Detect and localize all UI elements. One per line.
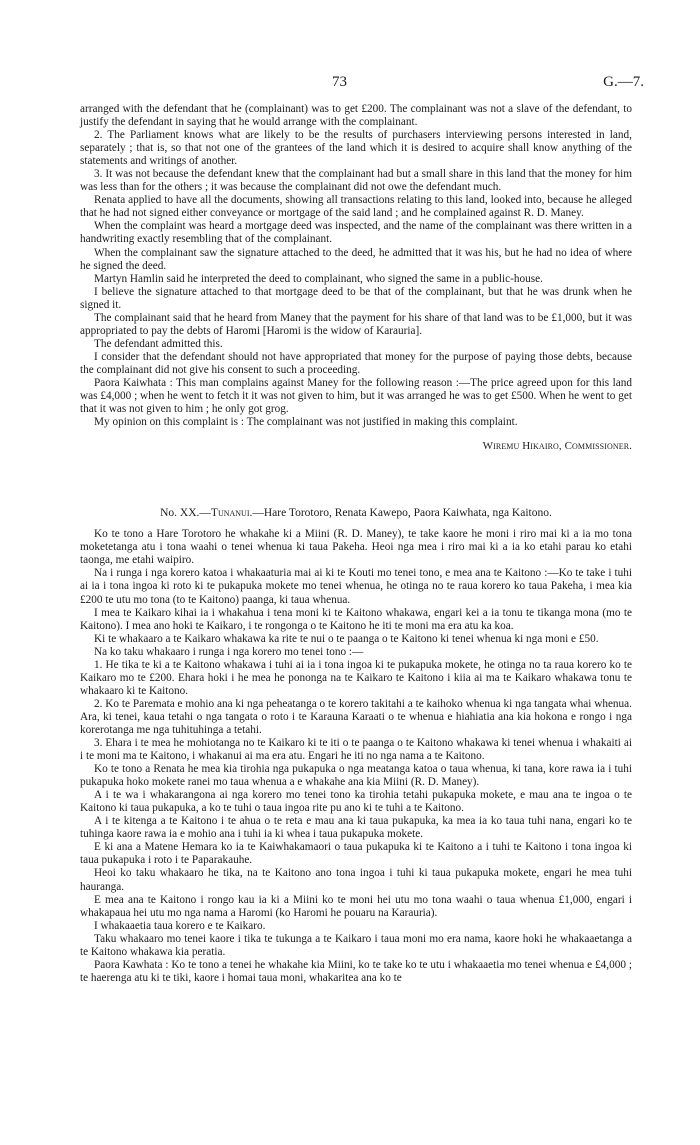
english-paragraph: The complainant said that he heard from Maney that the payment for his share of that land was to be £1,000, but it was appropriated to pay the debts of Haromi [Haromi is the widow of Karauria]. bbox=[80, 311, 632, 337]
commissioner-signature: Wiremu Hikairo, Commissioner. bbox=[482, 440, 632, 453]
maori-paragraph: 2. Ko te Paremata e mohio ana ki nga peheatanga o te korero takitahi a te kaihoko whenua ki nga tangata whai whenua. Ara, ki tenei, kaua tetahi o nga tangata o roto i te Karauna Karaati o te whenua e hiahiatia ana kia hokona e rongo i nga korerotanga me nga tuhituhinga a tetahi. bbox=[80, 697, 632, 736]
maori-paragraph: Taku whakaaro mo tenei kaore i tika te tukunga a te Kaikaro i taua moni mo era nama, kaore hoki he whakaaetanga a te Kaitono whakawa kia peratia. bbox=[80, 932, 632, 958]
english-paragraph: I consider that the defendant should not have appropriated that money for the purpose of paying those debts, because the complainant did not give his consent to such a proceeding. bbox=[80, 350, 632, 376]
maori-paragraph: 3. Ehara i te mea he mohiotanga no te Kaikaro ki te iti o te paanga o te Kaitono whakawa ki tenei whenua i whakaiti ai i te moni ma te Kaitono, i whakanui ai ma era atu. Engari he iti no nga nama a te Kaitono. bbox=[80, 737, 632, 763]
english-paragraph: Martyn Hamlin said he interpreted the deed to complainant, who signed the same in a public-house. bbox=[94, 272, 543, 285]
english-paragraph: The defendant admitted this. bbox=[94, 337, 223, 350]
english-paragraph: My opinion on this complaint is : The complainant was not justified in making this complaint. bbox=[94, 416, 518, 429]
case-number: No. XX.— bbox=[160, 507, 211, 520]
english-paragraph: Renata applied to have all the documents, showing all transactions relating to this land, looked into, because he alleged that he had not signed either conveyance or mortgage of the said land ; and he complained against R. D. Maney. bbox=[80, 194, 632, 220]
maori-paragraph: Na i runga i nga korero katoa i whakaaturia mai ai ki te Kouti mo tenei tono, e mea ana te Kaitono :—Ko te take i tuhi ai ia i tona ingoa ki roto ki te pukapuka mokete mo tenei whenua, he otinga no te raua korero ko taua Pakeha, i mea kia £200 te utu mo tona (to te Kaitono) paanga, ki taua whenua. bbox=[80, 567, 632, 606]
maori-paragraph: A i te kitenga a te Kaitono i te ahua o te reta e mau ana ki taua pukapuka, ka mea ia ko taua tuhi nana, engari ko te tuhinga kaore rawa ia e mohio ana i tuhi ia ki whea i taua pukapuka mokete. bbox=[80, 815, 632, 841]
maori-paragraph: Na ko taku whakaaro i runga i nga korero mo tenei tono :— bbox=[94, 645, 364, 658]
english-paragraph: 2. The Parliament knows what are likely to be the results of purchasers interviewing persons interested in land, separately ; that is, so that not one of the grantees of the land which it is desired to acquire shall know anything of the statements and writings of another. bbox=[80, 129, 632, 168]
english-paragraph: 3. It was not because the defendant knew that the complainant had but a small share in this land that the money for him was less than for the others ; it was because the complainant did not owe the defendant much. bbox=[80, 168, 632, 194]
case-heading bbox=[80, 507, 632, 520]
maori-paragraph: E mea ana te Kaitono i rongo kau ia ki a Miini ko te moni hei utu mo tona waahi o taua whenua £1,000, engari i whakapaua hei utu mo nga nama a Haromi (ko Haromi he pouaru na Karauria). bbox=[80, 893, 632, 919]
english-paragraph: arranged with the defendant that he (complainant) was to get £200. The complainant was not a slave of the defendant, to justify the defendant in saying that he would arrange with the complainant. bbox=[80, 103, 632, 129]
english-paragraph: Paora Kaiwhata : This man complains against Maney for the following reason :—The price agreed upon for this land was £4,000 ; when he went to fetch it it was not given to him, but it was arranged he was to get £500. When he went to get that it was not given to him ; he only got grog. bbox=[80, 376, 632, 416]
maori-paragraph: A i te wa i whakarangona ai nga korero mo tenei tono ka tirohia tetahi pukapuka mokete, e mau ana te ingoa o te Kaitono ki taua pukapuka, a ko te tuhi o taua ingoa rite pu ano ki te tuhi a te Kaitono. bbox=[80, 789, 632, 815]
maori-paragraph: I mea te Kaikaro kihai ia i whakahua i tena moni ki te Kaitono whakawa, engari kei a ia tonu te tikanga mona (mo te Kaitono). I mea ano hoki te Kaikaro, i te rongonga o te Kaitono he iti te moni ma era atu ka koa. bbox=[80, 606, 632, 632]
document-reference: G.—7. bbox=[603, 74, 644, 90]
page-body bbox=[80, 103, 632, 985]
maori-paragraph: E ki ana a Matene Hemara ko ia te Kaiwhakamaori o taua pukapuka ki te Kaitono a i tuhi te Kaitono i tona ingoa ki taua pukapuka i roto i te Paparakauhe. bbox=[80, 841, 632, 867]
page-number: 73 bbox=[332, 74, 347, 90]
maori-paragraph: I whakaaetia taua korero e te Kaikaro. bbox=[94, 919, 266, 932]
english-paragraph: When the complaint was heard a mortgage deed was inspected, and the name of the complainant was there written in a handwriting exactly resembling that of the complainant. bbox=[80, 220, 632, 246]
case-parties: .—Hare Torotoro, Renata Kawepo, Paora Kaiwhata, nga Kaitono. bbox=[249, 507, 552, 520]
maori-paragraph: Heoi ko taku whakaaro he tika, na te Kaitono ano tona ingoa i tuhi ki taua pukapuka mokete, engari he mea tuhi hauranga. bbox=[80, 867, 632, 893]
maori-paragraph: Paora Kawhata : Ko te tono a tenei he whakahe kia Miini, ko te take ko te utu i whakaaetia mo tenei whenua e £4,000 ; te haerenga atu ki te tiki, kaore i homai taua moni, whakaritea ana ko te bbox=[80, 958, 632, 984]
maori-paragraph: Ko te tono a Hare Torotoro he whakahe ki a Miini (R. D. Maney), te take kaore he moni i riro mai ki a ia mo tona moketetanga atu i tona waahi o tenei whenua ki taua Pakeha. Heoi nga mea i riro mai ki a ia ko etahi parau ko etahi taonga, me etahi waipiro. bbox=[80, 528, 632, 567]
english-paragraph: I believe the signature attached to that mortgage deed to be that of the complainant, but that he was drunk when he signed it. bbox=[80, 285, 632, 311]
maori-paragraph: 1. He tika te ki a te Kaitono whakawa i tuhi ai ia i tona ingoa ki te pukapuka mokete, he otinga no ta raua korero ko te Kaikaro mo te £200. Ehara hoki i he mea he pononga na te Kaikaro te Kaitono i kiia ai ma te Kaikaro whakawa tonu te whakaaro ki te Kaitono. bbox=[80, 658, 632, 697]
english-paragraph: When the complainant saw the signature attached to the deed, he admitted that it was his, but he had no idea of where he signed the deed. bbox=[80, 246, 632, 272]
block-name: Tunanui bbox=[210, 507, 250, 520]
maori-paragraph: Ki te whakaaro a te Kaikaro whakawa ka rite te nui o te paanga o te Kaitono ki tenei whenua ki nga moni e £50. bbox=[94, 632, 599, 645]
maori-paragraph: Ko te tono a Renata he mea kia tirohia nga pukapuka o nga meatanga katoa o taua whenua, ki tana, kore rawa ia i tuhi pukapuka hoko mokete ranei mo taua whenua a e whakahe ana kia Miini (R. D. Maney). bbox=[80, 763, 632, 789]
